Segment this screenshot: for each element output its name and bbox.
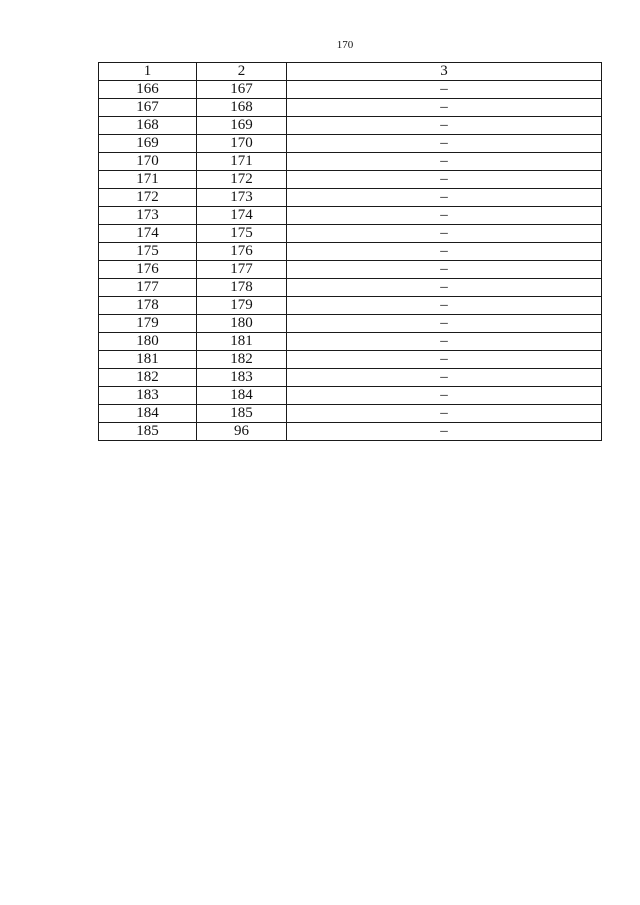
table-cell: 178 bbox=[99, 297, 197, 315]
table-cell: – bbox=[287, 369, 602, 387]
table-row bbox=[99, 333, 602, 351]
table-cell: 172 bbox=[197, 171, 287, 189]
table-cell: 173 bbox=[99, 207, 197, 225]
table-cell: – bbox=[287, 279, 602, 297]
table-cell: 179 bbox=[197, 297, 287, 315]
column-header: 3 bbox=[287, 63, 602, 81]
table-cell: – bbox=[287, 297, 602, 315]
table-row bbox=[99, 117, 602, 135]
table-row bbox=[99, 189, 602, 207]
table-row bbox=[99, 279, 602, 297]
table-cell: – bbox=[287, 315, 602, 333]
table-cell: – bbox=[287, 189, 602, 207]
table-cell: – bbox=[287, 387, 602, 405]
table-row bbox=[99, 171, 602, 189]
table-cell: 176 bbox=[99, 261, 197, 279]
table-cell: 183 bbox=[99, 387, 197, 405]
table-cell: 181 bbox=[99, 351, 197, 369]
table-cell: 180 bbox=[99, 333, 197, 351]
table-cell: 182 bbox=[197, 351, 287, 369]
table-row bbox=[99, 243, 602, 261]
table-cell: 185 bbox=[99, 423, 197, 441]
table-cell: 171 bbox=[197, 153, 287, 171]
table-row bbox=[99, 135, 602, 153]
table-body bbox=[99, 81, 602, 441]
table-row bbox=[99, 225, 602, 243]
table-cell: 96 bbox=[197, 423, 287, 441]
table-row bbox=[99, 297, 602, 315]
table-row bbox=[99, 387, 602, 405]
table-cell: 174 bbox=[197, 207, 287, 225]
table-row bbox=[99, 351, 602, 369]
table-cell: 166 bbox=[99, 81, 197, 99]
table-cell: 185 bbox=[197, 405, 287, 423]
data-table bbox=[98, 62, 602, 441]
table-cell: 172 bbox=[99, 189, 197, 207]
table-cell: – bbox=[287, 351, 602, 369]
table-cell: 177 bbox=[197, 261, 287, 279]
table-cell: – bbox=[287, 333, 602, 351]
table-cell: 175 bbox=[197, 225, 287, 243]
table-cell: 169 bbox=[197, 117, 287, 135]
column-header: 2 bbox=[197, 63, 287, 81]
table-row bbox=[99, 405, 602, 423]
table-row bbox=[99, 369, 602, 387]
table-cell: – bbox=[287, 207, 602, 225]
table-row bbox=[99, 315, 602, 333]
table-cell: 167 bbox=[99, 99, 197, 117]
table-cell: 182 bbox=[99, 369, 197, 387]
table-cell: – bbox=[287, 423, 602, 441]
table-cell: – bbox=[287, 405, 602, 423]
table-cell: 169 bbox=[99, 135, 197, 153]
table-cell: – bbox=[287, 81, 602, 99]
table-cell: 170 bbox=[99, 153, 197, 171]
table-row bbox=[99, 207, 602, 225]
table-row bbox=[99, 423, 602, 441]
table-cell: – bbox=[287, 153, 602, 171]
table-cell: 180 bbox=[197, 315, 287, 333]
page-number: 170 bbox=[336, 39, 354, 51]
column-header: 1 bbox=[99, 63, 197, 81]
table-cell: – bbox=[287, 171, 602, 189]
table-cell: – bbox=[287, 261, 602, 279]
table-header-row bbox=[99, 63, 602, 81]
table-cell: 184 bbox=[197, 387, 287, 405]
table-cell: 181 bbox=[197, 333, 287, 351]
table-cell: 173 bbox=[197, 189, 287, 207]
table-cell: 168 bbox=[197, 99, 287, 117]
table-row bbox=[99, 153, 602, 171]
table-cell: 176 bbox=[197, 243, 287, 261]
table-row bbox=[99, 81, 602, 99]
table-cell: 167 bbox=[197, 81, 287, 99]
table-cell: – bbox=[287, 135, 602, 153]
table-cell: – bbox=[287, 225, 602, 243]
table-cell: 168 bbox=[99, 117, 197, 135]
table-cell: 179 bbox=[99, 315, 197, 333]
table-cell: 170 bbox=[197, 135, 287, 153]
table-cell: 174 bbox=[99, 225, 197, 243]
table-cell: 175 bbox=[99, 243, 197, 261]
table-cell: 183 bbox=[197, 369, 287, 387]
table-row bbox=[99, 99, 602, 117]
table-cell: 184 bbox=[99, 405, 197, 423]
table-cell: – bbox=[287, 117, 602, 135]
table-row bbox=[99, 261, 602, 279]
table-cell: 178 bbox=[197, 279, 287, 297]
table-cell: 177 bbox=[99, 279, 197, 297]
table-cell: – bbox=[287, 99, 602, 117]
table-cell: – bbox=[287, 243, 602, 261]
table-cell: 171 bbox=[99, 171, 197, 189]
